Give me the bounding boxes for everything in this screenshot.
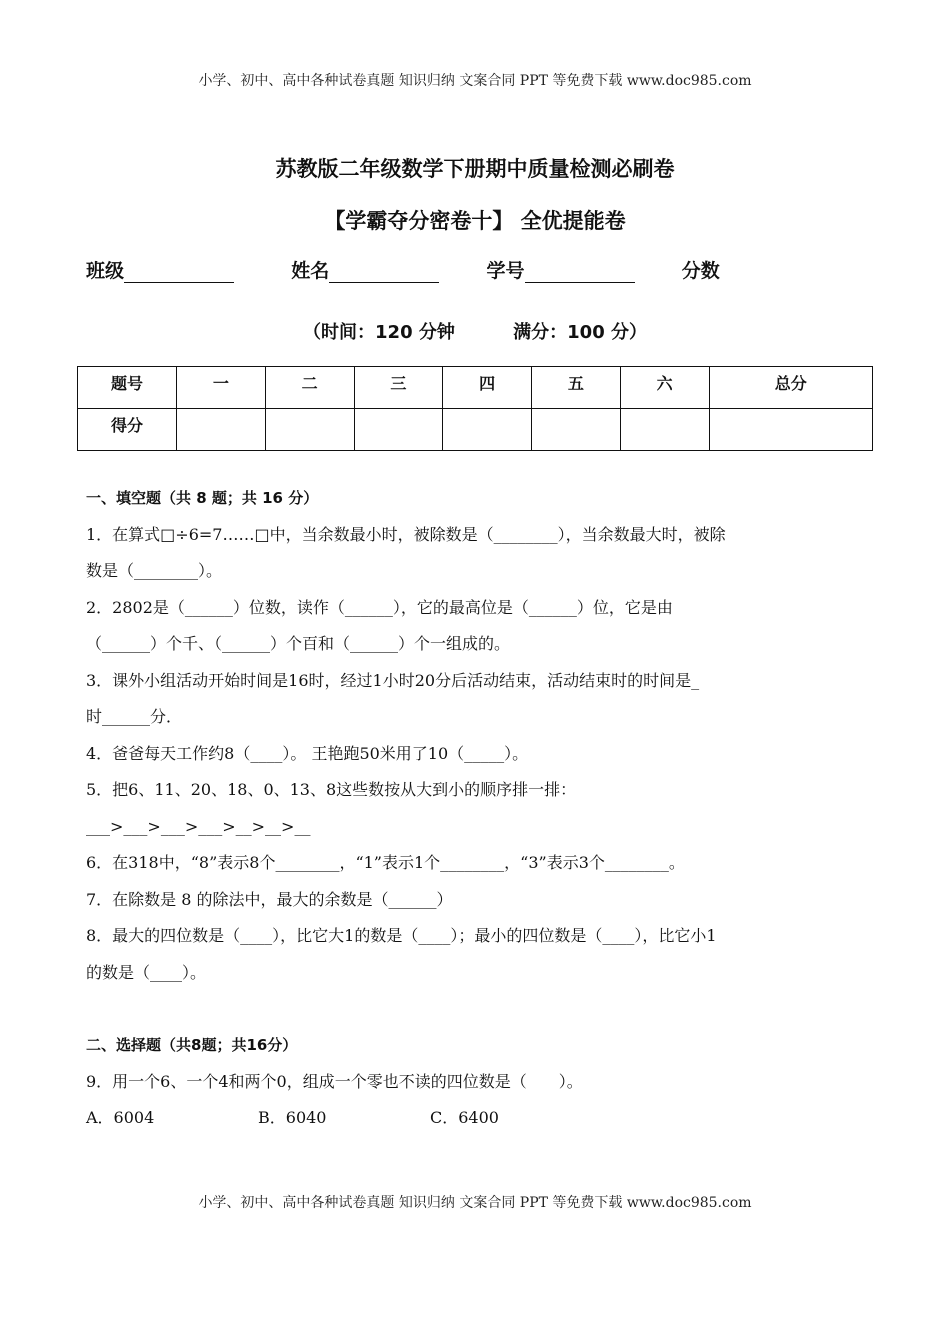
option-c[interactable]: C．6400 xyxy=(430,1108,499,1127)
time-duration: （时间：120 分钟 xyxy=(303,322,455,343)
question-line: 5．把6、11、20、18、0、13、8这些数按从大到小的顺序排一排： xyxy=(86,780,577,799)
table-header-cell: 题号 xyxy=(78,367,177,409)
name-label: 姓名 xyxy=(291,260,330,282)
number-label: 学号 xyxy=(486,260,525,282)
score-table xyxy=(77,366,873,451)
question-line: 8．最大的四位数是（____），比它大1的数是（____）；最小的四位数是（____），比它小1 xyxy=(86,926,717,945)
score-label: 分数 xyxy=(681,260,720,282)
time-full-score: 满分：100 分） xyxy=(513,322,647,343)
class-label: 班级 xyxy=(86,260,125,282)
table-header-cell: 六 xyxy=(620,367,709,409)
score-cell[interactable] xyxy=(354,409,443,451)
question-line: 4．爸爸每天工作约8（____）。 王艳跑50米用了10（_____）。 xyxy=(86,743,529,763)
score-table-header-row xyxy=(78,367,873,409)
score-cell[interactable] xyxy=(177,409,266,451)
number-blank[interactable] xyxy=(525,264,635,283)
exam-content xyxy=(86,480,876,1137)
question-line: ___>___>___>___>__>__>__ xyxy=(86,816,311,836)
question-line: 7．在除数是 8 的除法中，最大的余数是（______） xyxy=(86,889,453,909)
question-line: 数是（________）。 xyxy=(86,561,223,580)
table-header-cell: 四 xyxy=(443,367,532,409)
table-header-cell: 三 xyxy=(354,367,443,409)
question-line: 2．2802是（______）位数，读作（______），它的最高位是（______）位，它是由 xyxy=(86,597,673,617)
option-a[interactable]: A．6004 xyxy=(86,1108,155,1127)
table-header-cell: 二 xyxy=(265,367,354,409)
student-info-row xyxy=(86,256,720,283)
score-cell[interactable] xyxy=(620,409,709,451)
section-title-fill-in: 一、填空题（共 8 题；共 16 分） xyxy=(86,489,319,507)
exam-title: 苏教版二年级数学下册期中质量检测必刷卷 xyxy=(275,157,675,181)
score-cell[interactable] xyxy=(265,409,354,451)
class-blank[interactable] xyxy=(124,264,234,283)
exam-subtitle: 【学霸夺分密卷十】 全优提能卷 xyxy=(324,209,626,233)
question-line: （______）个千、（______）个百和（______）个一组成的。 xyxy=(86,634,511,653)
page-header: 小学、初中、高中各种试卷真题 知识归纳 文案合同 PPT 等免费下载 www.doc985.com xyxy=(198,73,752,89)
score-cell[interactable] xyxy=(709,409,873,451)
option-b[interactable]: B．6040 xyxy=(258,1108,327,1127)
question-line: 9．用一个6、一个4和两个0，组成一个零也不读的四位数是（ ）。 xyxy=(86,1071,583,1091)
score-cell[interactable] xyxy=(443,409,532,451)
section-title-multiple-choice: 二、选择题（共8题；共16分） xyxy=(86,1036,298,1054)
question-line: 1．在算式□÷6=7……□中，当余数最小时，被除数是（________），当余数最大时，被除 xyxy=(86,524,726,544)
question-line: 3．课外小组活动开始时间是16时，经过1小时20分后活动结束，活动结束时的时间是_ xyxy=(86,670,700,690)
score-table-score-row xyxy=(78,409,873,451)
table-header-cell: 五 xyxy=(532,367,621,409)
name-blank[interactable] xyxy=(329,264,439,283)
table-header-cell: 总分 xyxy=(709,367,873,409)
choice-options xyxy=(86,1100,876,1137)
question-line: 6．在318中，“8”表示8个________，“1”表示1个________，“3”表示3个________。 xyxy=(86,853,685,872)
question-line: 的数是（____）。 xyxy=(86,962,207,982)
table-row-label: 得分 xyxy=(78,409,177,451)
question-line: 时______分． xyxy=(86,707,183,726)
time-info xyxy=(0,318,950,344)
score-cell[interactable] xyxy=(532,409,621,451)
page-footer: 小学、初中、高中各种试卷真题 知识归纳 文案合同 PPT 等免费下载 www.doc985.com xyxy=(198,1195,752,1211)
table-header-cell: 一 xyxy=(177,367,266,409)
